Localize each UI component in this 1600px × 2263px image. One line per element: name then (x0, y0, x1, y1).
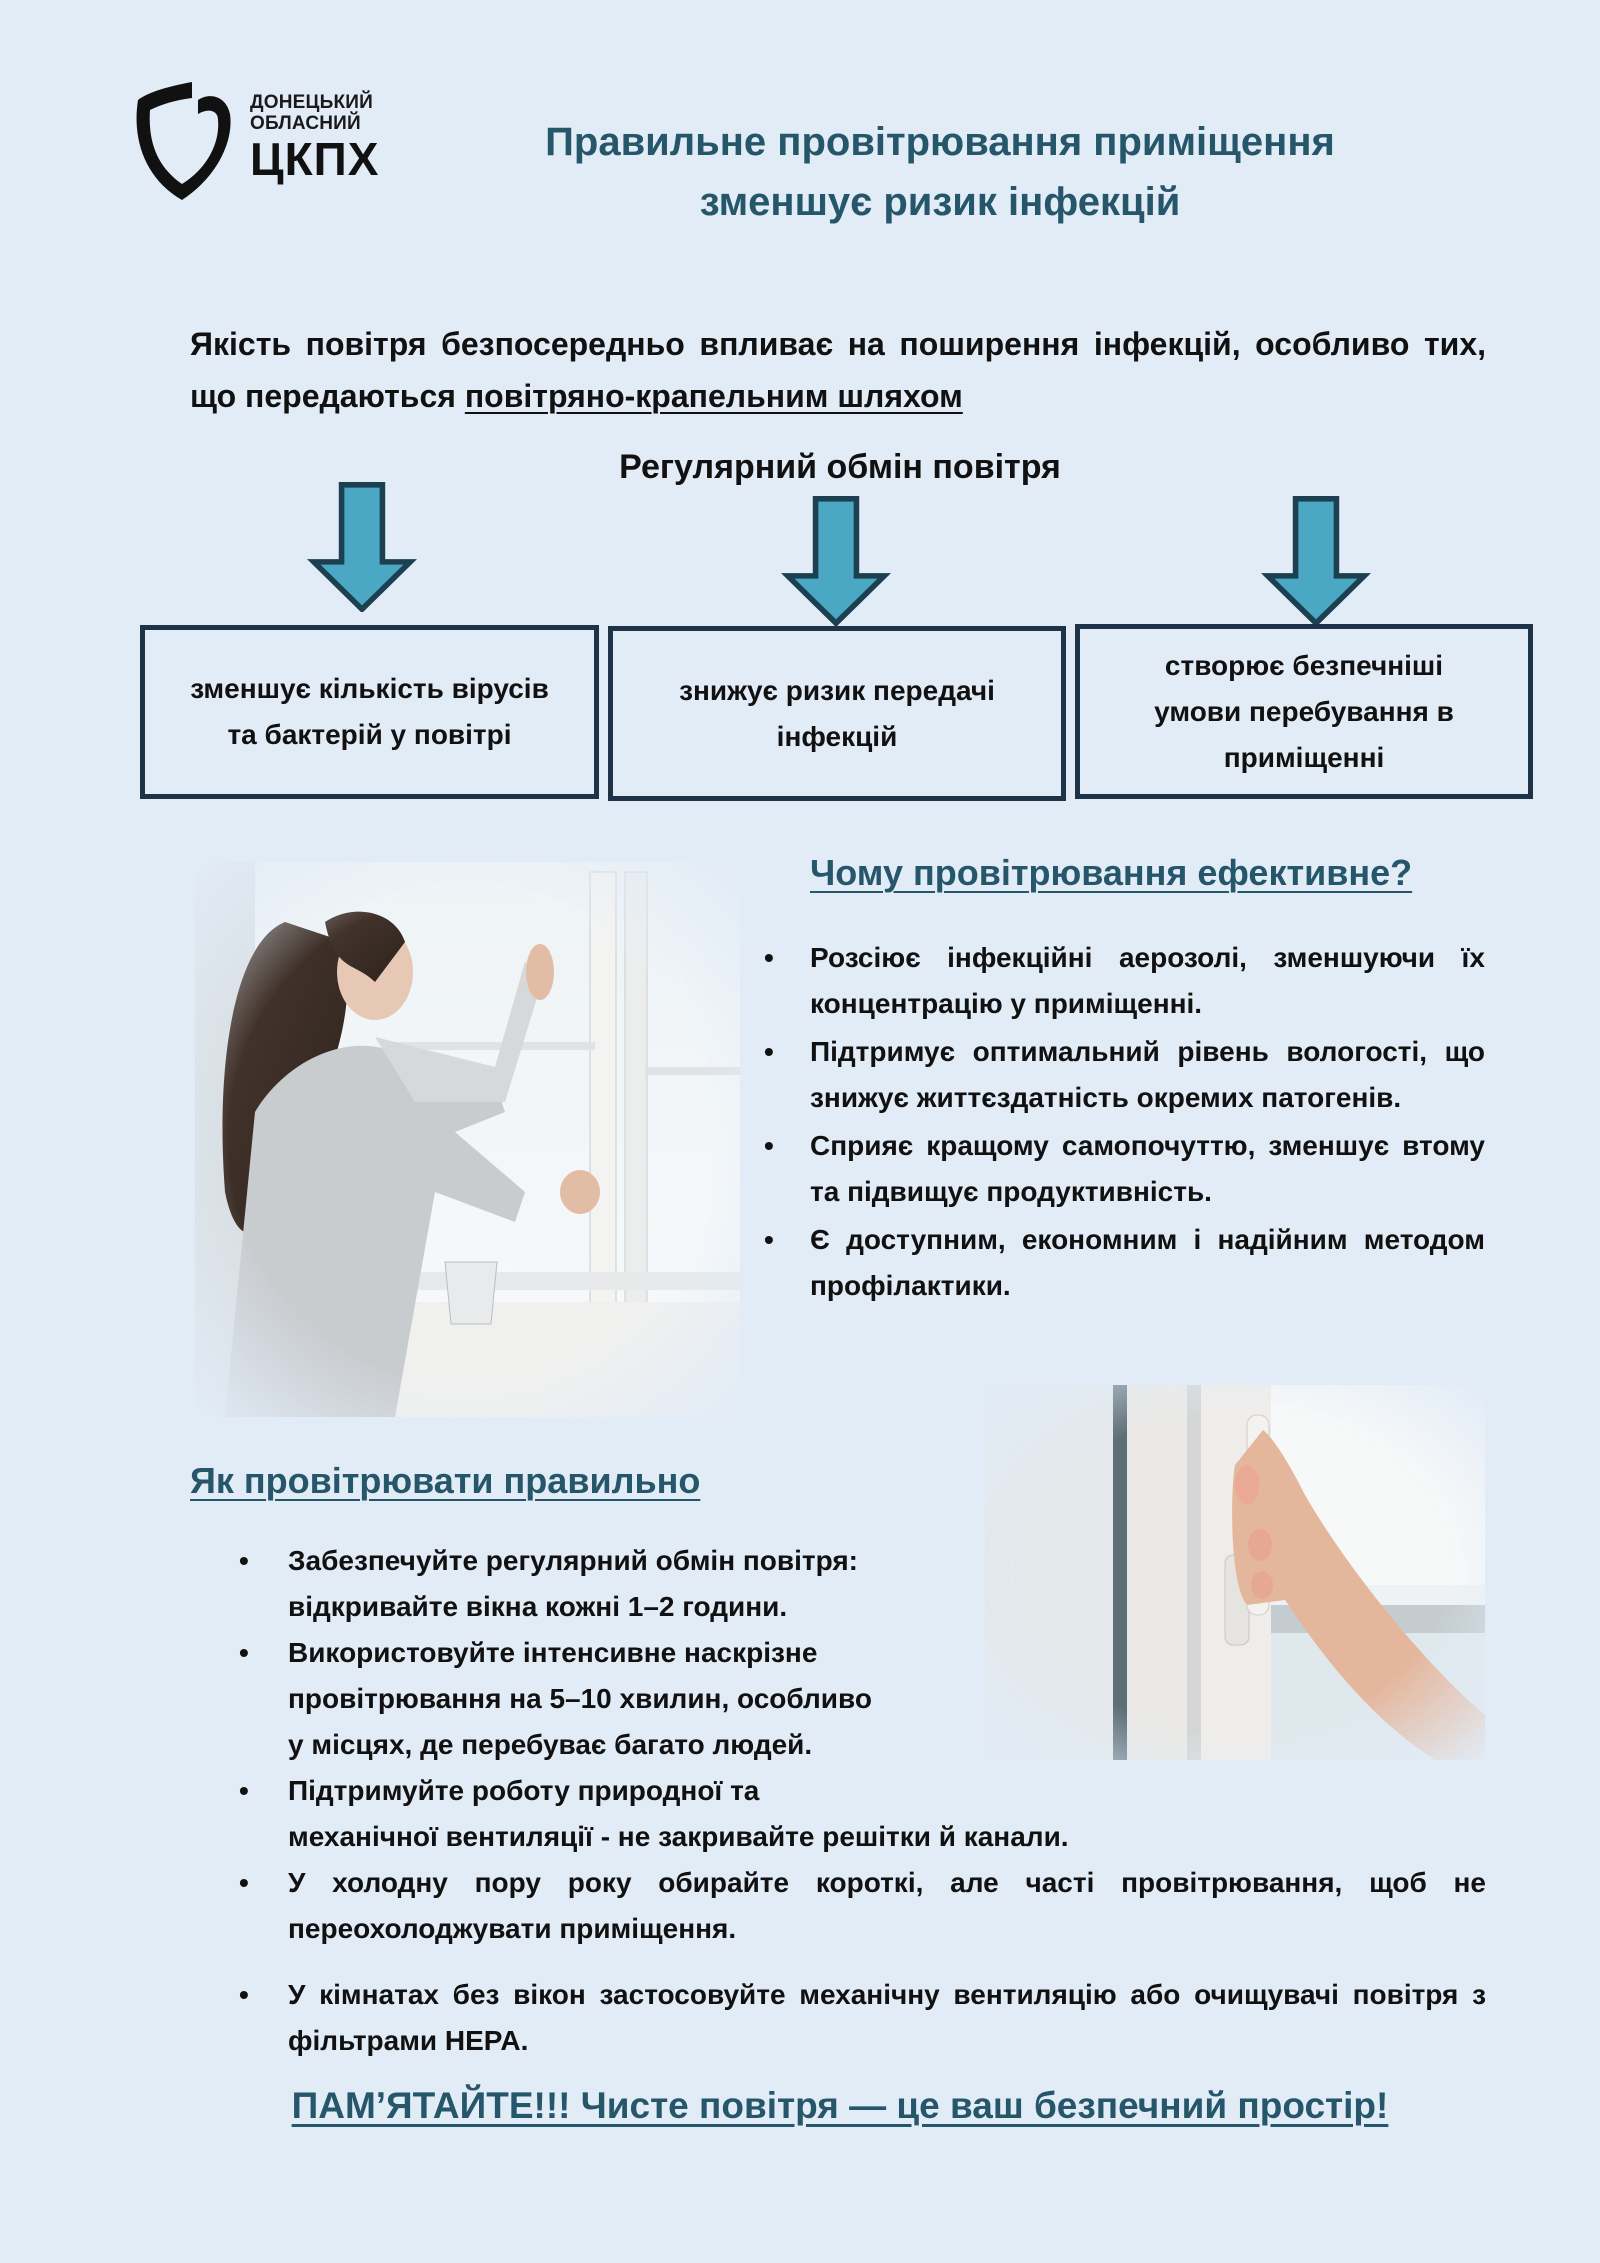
exchange-heading: Регулярний обмін повітря (619, 448, 1061, 486)
page-title-line1: Правильне провітрювання приміщення (545, 120, 1335, 164)
bullet-icon: • (239, 1637, 249, 1668)
intro-paragraph (190, 318, 1486, 422)
logo-text-line1: ДОНЕЦЬКИЙ (250, 92, 373, 113)
why-list-item: • Сприяє кращому самопочуттю, зменшує втому та підвищує продуктивність. (760, 1123, 1485, 1215)
benefit-box-line: інфекцій (776, 720, 898, 752)
benefit-box-line: зменшує кількість вірусів (190, 673, 549, 704)
bullet-icon: • (764, 1130, 774, 1161)
how-list-item: • У холодну пору року обирайте короткі, але часті провітрювання, щоб не переохолоджувати приміщення. (235, 1860, 1486, 1952)
shield-logo-icon (130, 78, 240, 204)
benefit-box-line: та бактерій у повітрі (227, 719, 512, 750)
bullet-icon: • (764, 1224, 774, 1255)
why-list-item: • Є доступним, економним і надійним методом профілактики. (760, 1217, 1485, 1309)
bullet-icon: • (764, 942, 774, 973)
bullet-icon: • (239, 1545, 249, 1576)
down-arrow-icon (307, 482, 417, 612)
benefit-box-line: умови перебування в (1154, 695, 1454, 727)
down-arrow-icon (1261, 496, 1371, 626)
logo-text-line2: ОБЛАСНИЙ (250, 113, 361, 134)
how-list-item: • У кімнатах без вікон застосовуйте механічну вентиляцію або очищувачі повітря з фільтрами HEPA. (235, 1972, 1486, 2064)
how-list-item: • Забезпечуйте регулярний обмін повітря: відкривайте вікна кожні 1–2 години. (235, 1538, 1008, 1630)
benefit-box-safer-conditions (1075, 624, 1533, 799)
how-list-item: • Використовуйте інтенсивне наскрізне провітрювання на 5–10 хвилин, особливо у місцях, де перебуває багато людей. (235, 1630, 1008, 1768)
why-section-heading: Чому провітрювання ефективне? (810, 852, 1413, 893)
woman-opening-window-photo (195, 862, 740, 1417)
logo-text-abbr: ЦКПХ (250, 133, 380, 185)
intro-text: Якість повітря безпосередньо впливає на поширення інфекцій, особливо тих, що передаються (190, 326, 1486, 414)
why-list-item: • Підтримує оптимальний рівень вологості, що знижує життєздатність окремих патогенів. (760, 1029, 1485, 1121)
bullet-icon: • (239, 1979, 249, 2010)
down-arrow-icon (781, 496, 891, 626)
how-list-item: • Підтримуйте роботу природної та механічної вентиляції - не закривайте решітки й канали. (235, 1768, 1486, 1860)
bullet-icon: • (239, 1775, 249, 1806)
reminder-slogan: ПАМ’ЯТАЙТЕ!!! Чисте повітря — це ваш безпечний простір! (291, 2085, 1389, 2126)
benefit-box-line: приміщенні (1223, 741, 1385, 773)
why-list-item: • Розсіює інфекційні аерозолі, зменшуючи їх концентрацію у приміщенні. (760, 935, 1485, 1027)
benefit-box-line: знижує ризик передачі (679, 674, 995, 706)
organization-logo (130, 78, 410, 204)
how-section-heading: Як провітрювати правильно (190, 1460, 701, 1501)
page-title (440, 112, 1440, 232)
bullet-icon: • (239, 1867, 249, 1898)
benefit-box-line: створює безпечніші (1164, 649, 1444, 681)
bullet-icon: • (764, 1036, 774, 1067)
benefit-box-reduce-viruses (140, 625, 599, 799)
how-list (235, 1538, 1486, 2064)
intro-underlined-text: повітряно-крапельним шляхом (464, 378, 963, 414)
benefit-box-reduce-transmission (608, 626, 1066, 801)
page-title-line2: зменшує ризик інфекцій (699, 180, 1181, 224)
why-list (760, 935, 1485, 1311)
